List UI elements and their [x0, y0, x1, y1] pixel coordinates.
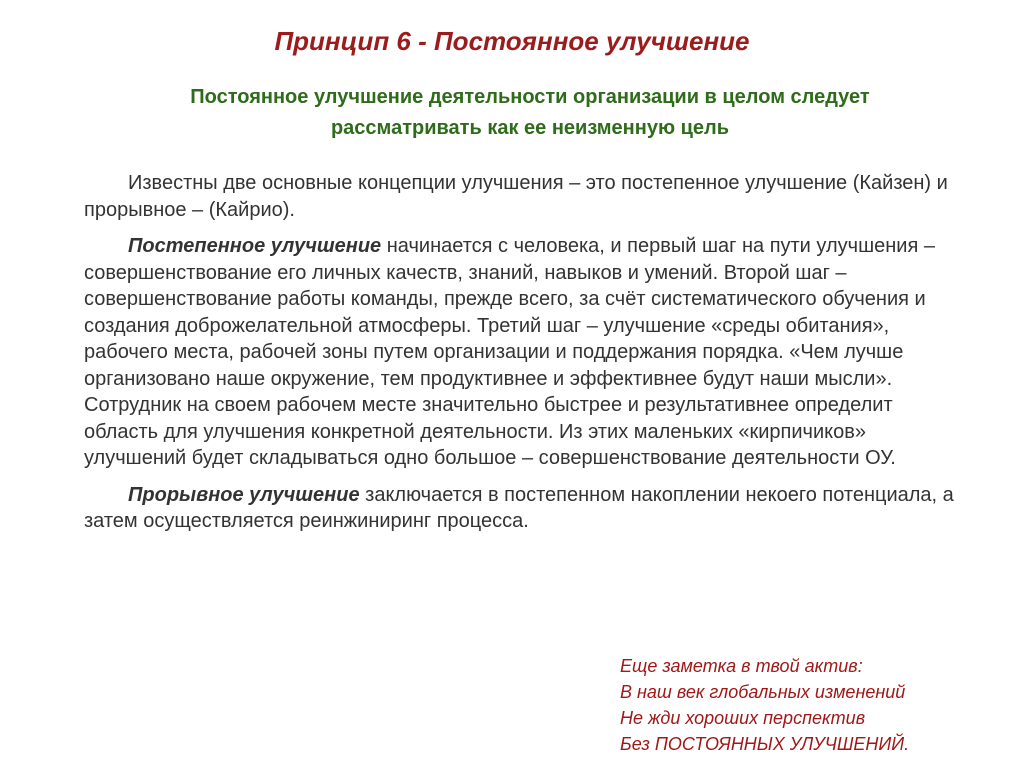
- paragraph-concepts: Известны две основные концепции улучшения – это постепенное улучшение (Кайзен) и прорывное – (Кайрио).: [84, 172, 948, 221]
- paragraph-gradual-text: начинается с человека, и первый шаг на пути улучшения – совершенствование его личных качеств, знаний, навыков и умений. Второй шаг – совершенствование работы команды, прежде всего, за счёт систематического обучения и создания доброжелательной атмосферы. Третий шаг – улучшение «среды обитания», рабочего места, рабочей зоны путем организации и поддержания порядка. «Чем лучше организовано наше окружение, тем продуктивнее и эффективнее будут наши мысли». Сотрудник на своем рабочем месте значительно быстрее и результативнее определит область для улучшения конкретной деятельности. Из этих маленьких «кирпичиков» улучшений будет складываться одно большое – совершенствование деятельности ОУ.: [84, 235, 935, 469]
- note-line: В наш век глобальных изменений: [620, 682, 906, 702]
- slide-body: [84, 170, 964, 545]
- subtitle-line-2: рассматривать как ее неизменную цель: [330, 117, 730, 139]
- paragraph-breakthrough-text: заключается в постепенном накоплении некоего потенциала, а затем осуществляется реинжиниринг процесса.: [84, 483, 954, 532]
- note-verse: [620, 653, 909, 757]
- paragraph-gradual-improvement: [84, 233, 964, 472]
- term-breakthrough-improvement: Прорывное улучшение: [128, 483, 360, 506]
- subtitle-line-1: Постоянное улучшение деятельности организации в целом следует: [190, 86, 870, 108]
- note-line: Еще заметка в твой актив:: [620, 656, 863, 676]
- slide-title: Принцип 6 - Постоянное улучшение: [274, 26, 750, 56]
- note-line: Не жди хороших перспектив: [620, 708, 866, 728]
- term-gradual-improvement: Постепенное улучшение: [128, 235, 382, 257]
- paragraph-breakthrough-improvement: [84, 482, 964, 535]
- slide-subtitle: [100, 82, 960, 144]
- note-line: Без ПОСТОЯННЫХ УЛУЧШЕНИЙ.: [620, 734, 910, 754]
